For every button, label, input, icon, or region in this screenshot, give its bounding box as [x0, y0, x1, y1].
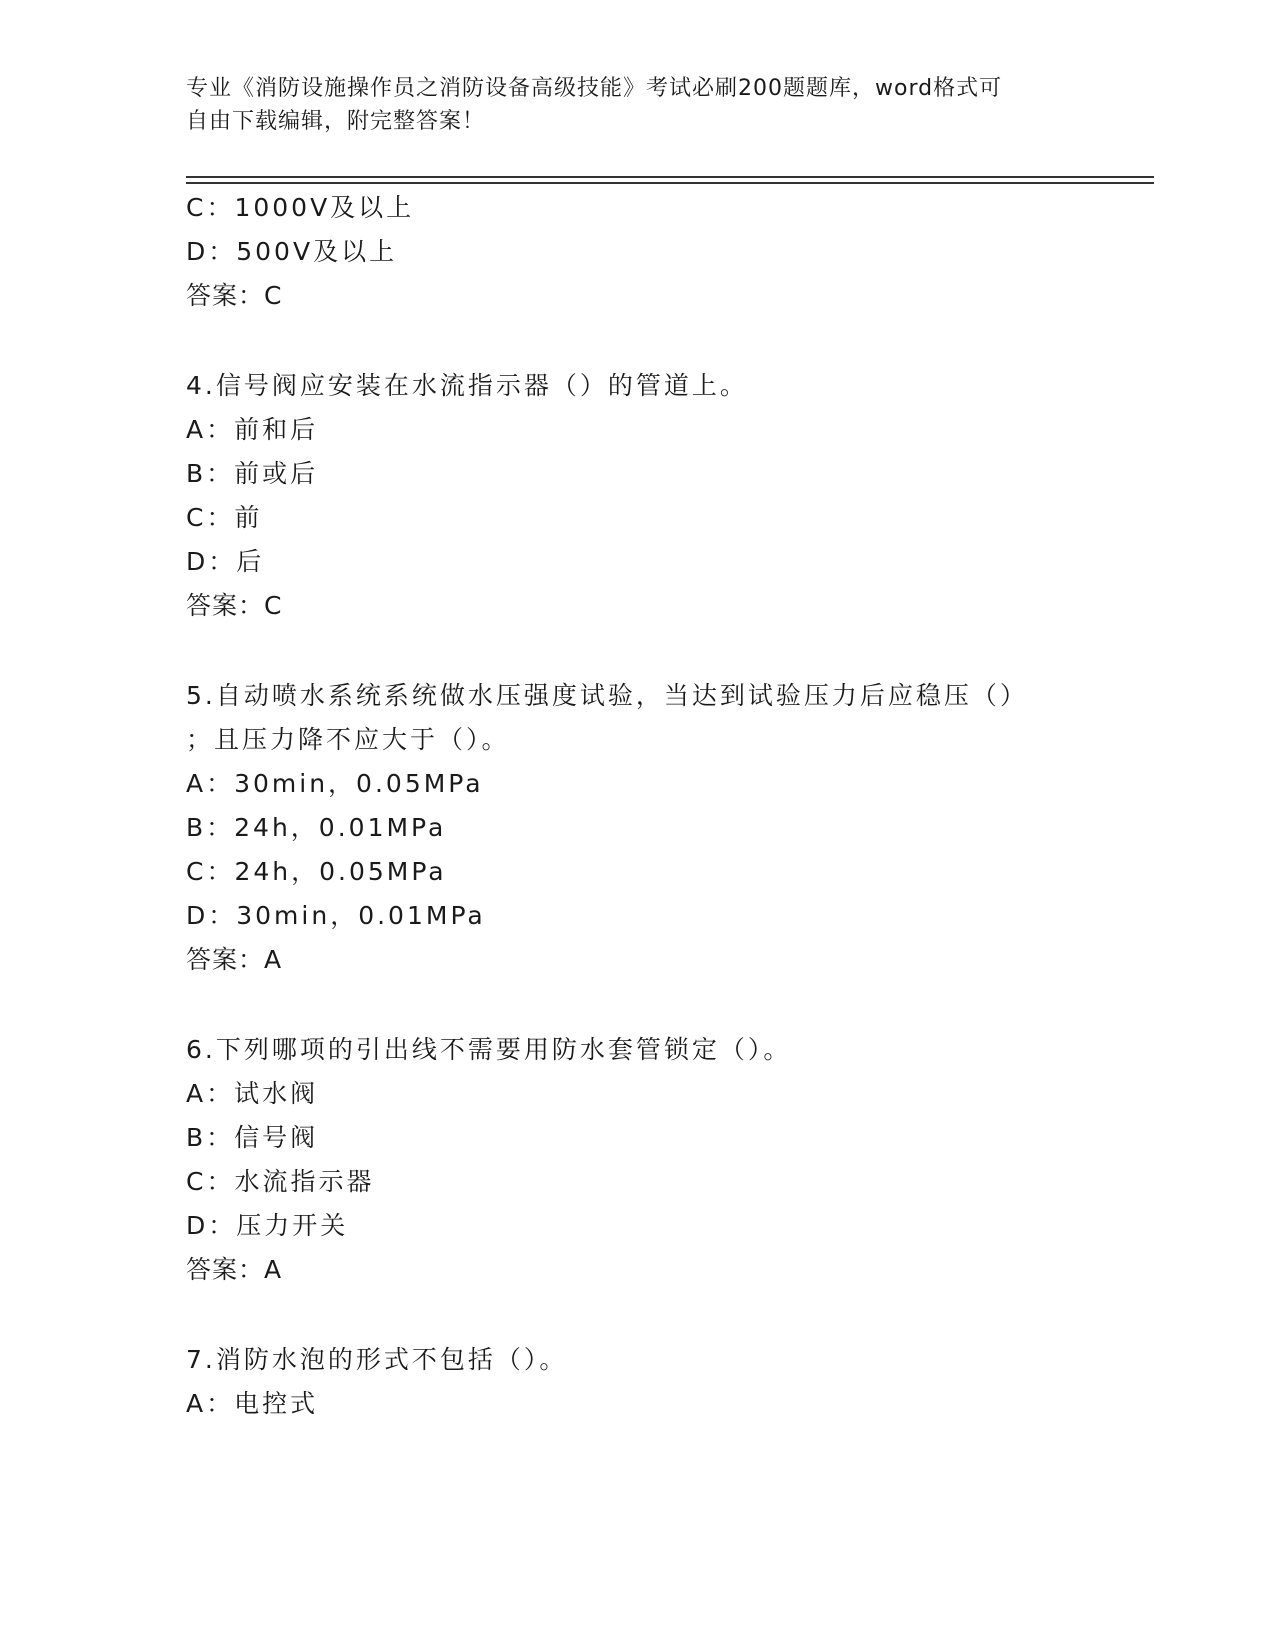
q7-option-a: A：电控式	[186, 1389, 319, 1418]
header-line-2: 自由下载编辑，附完整答案！	[186, 109, 486, 134]
q6-option-a: A：试水阀	[186, 1079, 319, 1108]
q4-option-a: A：前和后	[186, 415, 319, 444]
header-divider-top	[186, 176, 1154, 178]
q6-question: 6.下列哪项的引出线不需要用防水套管锁定（）。	[186, 1035, 792, 1064]
q5-option-d: D：30min，0.01MPa	[186, 901, 486, 930]
document-header	[186, 72, 1086, 138]
q4-option-b: B：前或后	[186, 459, 319, 488]
q6-option-b: B：信号阀	[186, 1123, 319, 1152]
header-divider-bottom	[186, 182, 1154, 184]
q5-option-b: B：24h，0.01MPa	[186, 813, 447, 842]
q3-answer: 答案：C	[186, 281, 283, 310]
q5-option-c: C：24h，0.05MPa	[186, 857, 447, 886]
q4-option-d: D：后	[186, 547, 265, 576]
q3-option-d: D：500V及以上	[186, 237, 398, 266]
q5-option-a: A：30min，0.05MPa	[186, 769, 484, 798]
q3-option-c: C：1000V及以上	[186, 193, 415, 222]
q6-answer: 答案：A	[186, 1255, 283, 1284]
header-line-1: 专业《消防设施操作员之消防设备高级技能》考试必刷200题题库，word格式可	[186, 76, 1003, 101]
q4-option-c: C：前	[186, 503, 263, 532]
q5-question-line-2: ；且压力降不应大于（）。	[186, 725, 510, 754]
q5-answer: 答案：A	[186, 945, 283, 974]
q4-question: 4.信号阀应安装在水流指示器（）的管道上。	[186, 371, 748, 400]
q6-option-c: C：水流指示器	[186, 1167, 375, 1196]
q5-question-line-1: 5.自动喷水系统系统做水压强度试验，当达到试验压力后应稳压（）	[186, 681, 1028, 710]
q6-option-d: D：压力开关	[186, 1211, 349, 1240]
q7-question: 7.消防水泡的形式不包括（）。	[186, 1345, 568, 1374]
q4-answer: 答案：C	[186, 591, 283, 620]
